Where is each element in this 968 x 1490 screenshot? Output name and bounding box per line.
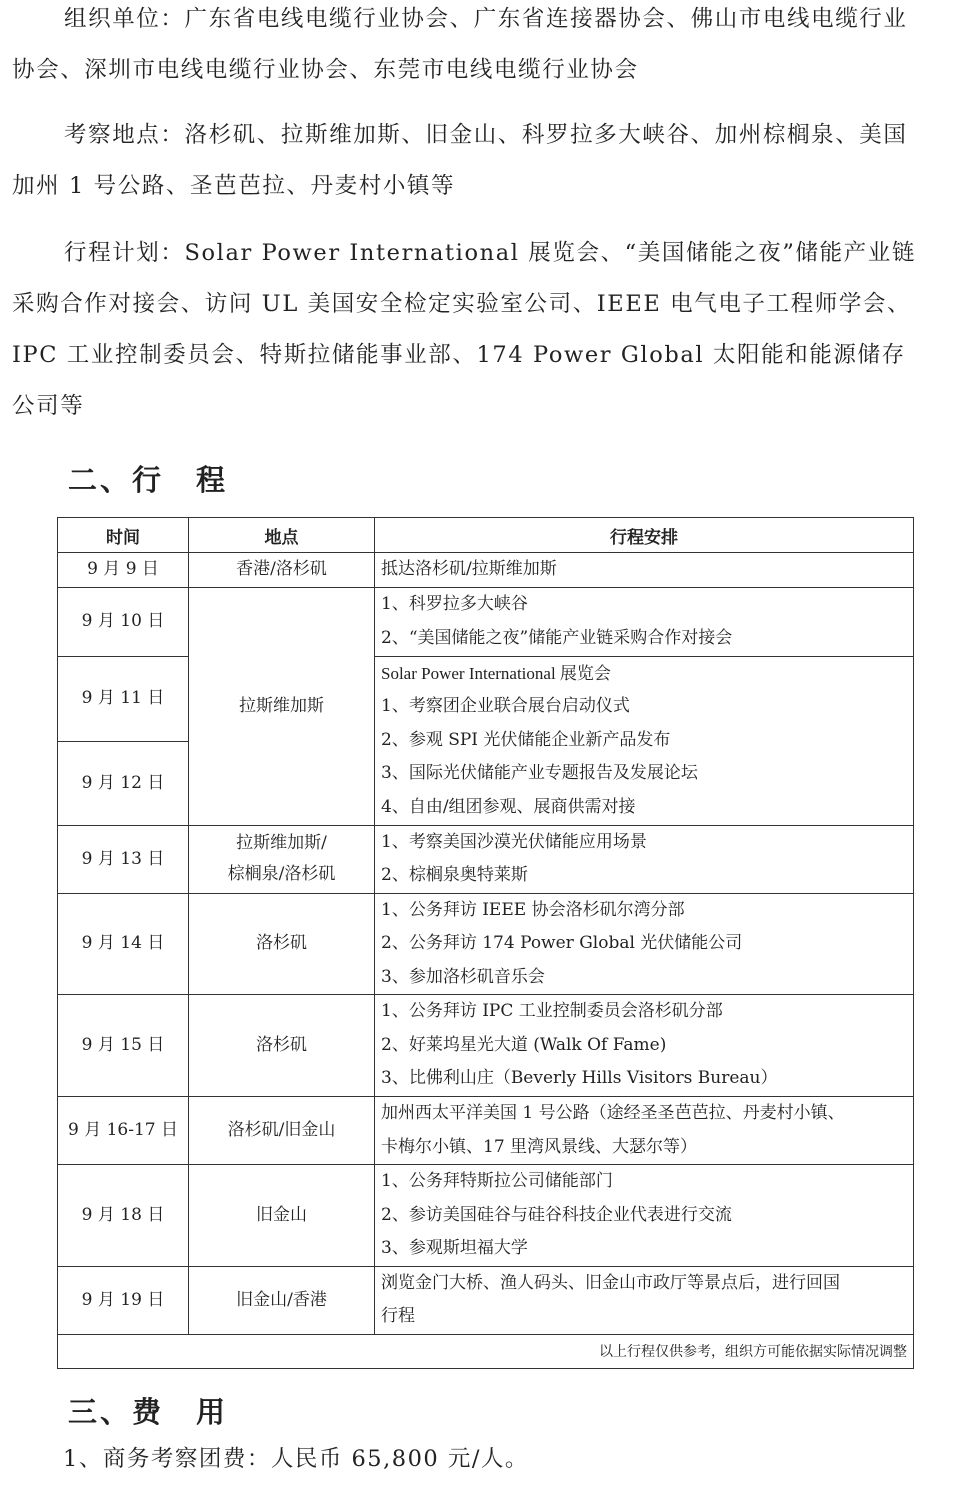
schedule-item: 4、自由/组团参观、展商供需对接 (381, 796, 636, 817)
table-header-row (58, 518, 914, 553)
sites-paragraph: 考察地点：洛杉矶、拉斯维加斯、旧金山、科罗拉多大峡谷、加州棕榈泉、美国加州 1 号公路、圣芭芭拉、丹麦村小镇等 (12, 122, 908, 199)
section-heading-fees: 三、费 用 (68, 1395, 229, 1429)
place-cell: 洛杉矶/旧金山 (189, 1097, 375, 1165)
schedule-item: 1、公务拜特斯拉公司储能部门 (381, 1171, 613, 1191)
schedule-item: 行程 (381, 1306, 415, 1326)
date-cell: 9 月 16-17 日 (58, 1097, 189, 1165)
schedule-item: 2、棕榈泉奥特莱斯 (381, 865, 528, 885)
schedule-item: 1、考察团企业联合展台启动仪式 (381, 696, 630, 717)
place-cell (189, 825, 375, 893)
organizers-paragraph: 组织单位：广东省电线电缆行业协会、广东省连接器协会、佛山市电线电缆行业协会、深圳市电线电缆行业协会、东莞市电线电缆行业协会 (12, 6, 908, 83)
schedule-item: 1、考察美国沙漠光伏储能应用场景 (381, 831, 647, 852)
date-cell: 9 月 14 日 (58, 893, 189, 995)
schedule-item: 2、“美国储能之夜”储能产业链采购合作对接会 (381, 627, 733, 648)
schedule-item: 3、参观斯坦福大学 (381, 1238, 528, 1258)
place-cell: 旧金山 (189, 1165, 375, 1267)
date-cell: 9 月 18 日 (58, 1165, 189, 1267)
header-place: 地点 (189, 518, 375, 553)
place-cell: 洛杉矶 (189, 893, 375, 995)
schedule-cell (375, 1097, 914, 1165)
header-schedule: 行程安排 (375, 518, 914, 553)
schedule-item: 1、科罗拉多大峡谷 (381, 594, 528, 614)
itinerary-table (57, 517, 914, 1369)
schedule-item: 1、公务拜访 IEEE 协会洛杉矶尔湾分部 (381, 899, 685, 920)
schedule-item: 3、比佛利山庄（Beverly Hills Visitors Bureau） (381, 1068, 778, 1089)
schedule-cell (375, 1165, 914, 1267)
schedule-cell (375, 893, 914, 995)
table-row (58, 995, 914, 1097)
date-cell: 9 月 10 日 (58, 587, 189, 656)
schedule-item: Solar Power International 展览会 (381, 663, 611, 683)
table-row (58, 825, 914, 893)
schedule-item: 2、公务拜访 174 Power Global 光伏储能公司 (381, 933, 743, 953)
schedule-cell (375, 587, 914, 656)
table-row (58, 1165, 914, 1267)
schedule-cell (375, 656, 914, 825)
table-row (58, 656, 914, 741)
plan-paragraph: 行程计划：Solar Power International 展览会、“美国储能之夜”储能产业链采购合作对接会、访问 UL 美国安全检定实验室公司、IEEE 电气电子工程师学会、IPC 工业控制委员会、特斯拉储能事业部、174 Power Global 太阳能和能源储存公司等 (12, 240, 916, 419)
table-row (58, 1097, 914, 1165)
schedule-item: 1、公务拜访 IPC 工业控制委员会洛杉矶分部 (381, 1001, 723, 1022)
table-row (58, 587, 914, 656)
place-line: 拉斯维加斯/ (236, 833, 327, 853)
table-row (58, 553, 914, 588)
schedule-cell (375, 1266, 914, 1334)
place-cell: 拉斯维加斯 (189, 587, 375, 825)
table-row (58, 893, 914, 995)
schedule-cell: 抵达洛杉矶/拉斯维加斯 (375, 553, 914, 588)
date-cell: 9 月 19 日 (58, 1266, 189, 1334)
table-note: 以上行程仅供参考，组织方可能依据实际情况调整 (58, 1334, 914, 1368)
schedule-item: 加州西太平洋美国 1 号公路（途经圣圣芭芭拉、丹麦村小镇、 (381, 1103, 845, 1123)
date-cell: 9 月 9 日 (58, 553, 189, 588)
schedule-cell (375, 825, 914, 893)
section-heading-itinerary: 二、行 程 (68, 463, 229, 497)
schedule-item: 卡梅尔小镇、17 里湾风景线、大瑟尔等） (381, 1136, 698, 1157)
date-cell: 9 月 11 日 (58, 656, 189, 741)
header-date: 时间 (58, 518, 189, 553)
schedule-item: 2、参访美国硅谷与硅谷科技企业代表进行交流 (381, 1204, 732, 1225)
fee-line: 1、商务考察团费：人民币 65,800 元/人。 (63, 1446, 529, 1472)
schedule-cell (375, 995, 914, 1097)
date-cell: 9 月 13 日 (58, 825, 189, 893)
schedule-item: 2、参观 SPI 光伏储能企业新产品发布 (381, 729, 671, 750)
schedule-item: 2、好莱坞星光大道 (Walk Of Fame) (381, 1034, 667, 1055)
date-cell: 9 月 12 日 (58, 741, 189, 825)
place-cell: 香港/洛杉矶 (189, 553, 375, 588)
place-cell: 旧金山/香港 (189, 1266, 375, 1334)
table-row (58, 1266, 914, 1334)
schedule-item: 3、参加洛杉矶音乐会 (381, 966, 545, 987)
place-line: 棕榈泉/洛杉矶 (227, 864, 336, 884)
date-cell: 9 月 15 日 (58, 995, 189, 1097)
place-cell: 洛杉矶 (189, 995, 375, 1097)
schedule-item: 3、国际光伏储能产业专题报告及发展论坛 (381, 763, 698, 784)
schedule-item: 浏览金门大桥、渔人码头、旧金山市政厅等景点后，进行回国 (381, 1272, 840, 1293)
table-note-row (58, 1334, 914, 1368)
